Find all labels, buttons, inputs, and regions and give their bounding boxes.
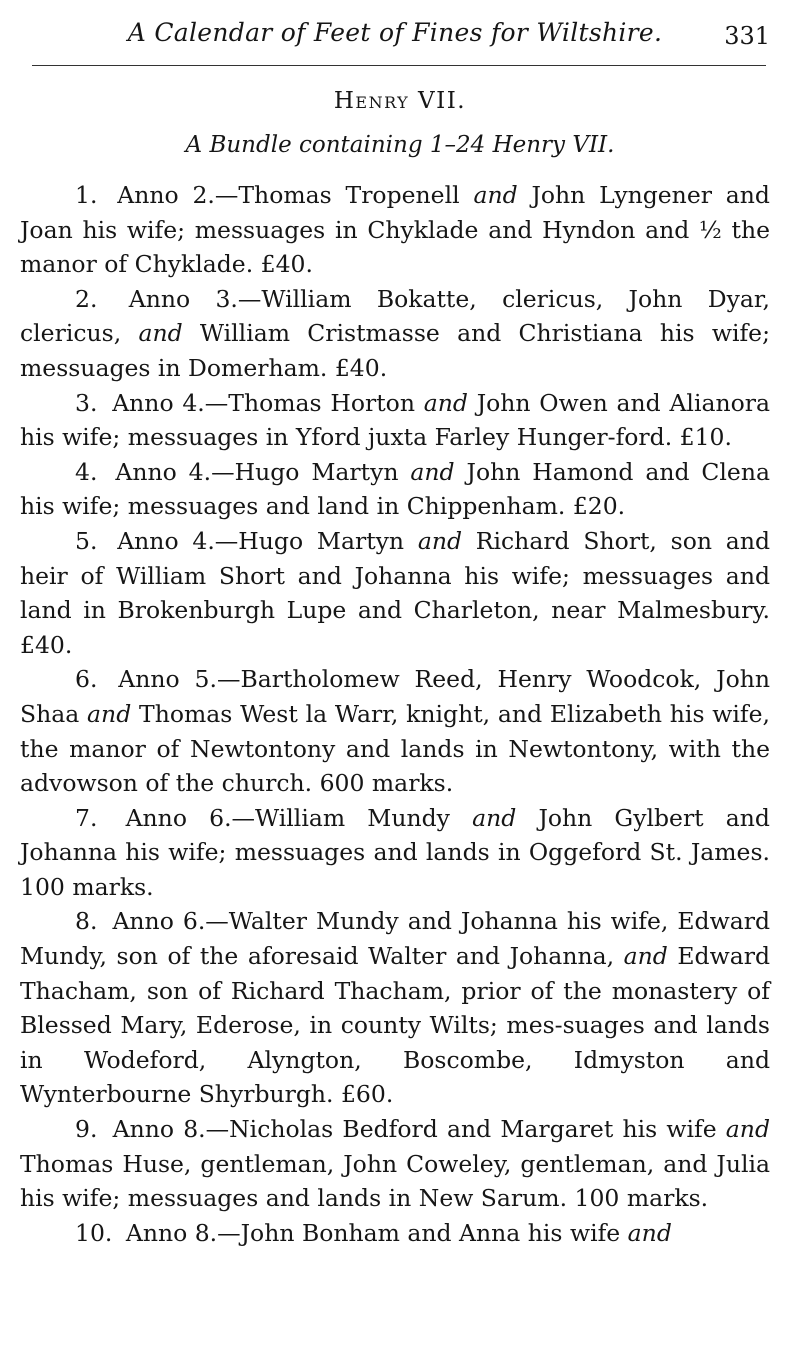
entry-number: 8. [75, 907, 98, 936]
entry-text-before: Anno 6.—Walter Mundy and Johanna his wife, Edward Mundy, son of the aforesaid Walter and Johanna, [20, 907, 770, 971]
entry-number: 1. [75, 181, 98, 209]
entry [20, 1112, 770, 1216]
entry-text-after: John Lyngener and Joan his wife; messuages in Chyklade and Hyndon and ½ the manor of Chyklade. £40. [20, 181, 770, 279]
entry-conjunction: and [417, 526, 463, 555]
entries-list [20, 178, 770, 1250]
entry-text-after: William Cristmasse and Christiana his wife; messuages in Domerham. £40. [20, 319, 770, 382]
entry-text-after: Thomas West la Warr, knight, and Elizabeth his wife, the manor of Newtontony and lands in Newtontony, with the advowson of the church. 600 marks. [20, 699, 770, 798]
entry [20, 282, 770, 386]
entry-number: 10. [75, 1218, 113, 1247]
page-number: 331 [724, 22, 770, 50]
entry-number: 6. [75, 665, 98, 694]
entry-conjunction: and [472, 803, 517, 832]
entry [20, 178, 770, 282]
header-rule [32, 65, 766, 66]
running-head [20, 18, 770, 54]
entry-conjunction: and [725, 1115, 770, 1144]
entry-text-after: John Owen and Alianora his wife; messuages in Yford juxta Farley Hunger-ford. £10. [20, 388, 770, 452]
entry-conjunction: and [627, 1218, 672, 1247]
entry-conjunction: and [623, 942, 668, 971]
entry-number: 5. [75, 526, 98, 555]
entry [20, 801, 770, 905]
entry-number: 3. [75, 388, 98, 417]
entry-text-after: John Gylbert and Johanna his wife; messuages and lands in Oggeford St. James. 100 marks. [20, 803, 770, 901]
entry-conjunction: and [473, 181, 518, 209]
entry-text-before: Anno 4.—Hugo Martyn [115, 457, 411, 486]
entry-text-after: Edward Thacham, son of Richard Thacham, prior of the monastery of Blessed Mary, Ederose, in county Wilts; mes-suages and lands in Wodeford, Alyngton, Boscombe, Idmyston and Wynterbourne Shyrburgh. £60. [20, 942, 770, 1109]
entry-text-before: Anno 4.—Thomas Horton [112, 388, 424, 417]
entry-text-before: Anno 6.—William Mundy [125, 803, 473, 832]
entry-text-before: Anno 3.—William Bokatte, clericus, John Dyar, clericus, [20, 284, 770, 348]
entry-text-after: Richard Short, son and heir of William Short and Johanna his wife; messuages and land in Brokenburgh Lupe and Charleton, near Malmesbury. £40. [20, 526, 770, 659]
entry [20, 662, 770, 800]
entry-conjunction: and [138, 319, 183, 348]
entry-text-after: Thomas Huse, gentleman, John Coweley, gentleman, and Julia his wife; messuages and lands in New Sarum. 100 marks. [20, 1149, 770, 1213]
entry-text-before: Anno 4.—Hugo Martyn [117, 526, 418, 555]
entry-text-before: Anno 8.—John Bonham and Anna his wife [125, 1218, 628, 1247]
entry-number: 9. [75, 1115, 98, 1144]
entry [20, 904, 770, 1112]
bundle-subheading: A Bundle containing 1–24 Henry VII. [185, 132, 615, 158]
entry-text-before: Anno 8.—Nicholas Bedford and Margaret his wife [112, 1115, 726, 1144]
entry-text-before: Anno 5.—Bartholomew Reed, Henry Woodcok, John Shaa [20, 665, 770, 728]
entry [20, 455, 770, 524]
reign-heading: Henry VII. [333, 88, 467, 114]
entry [20, 386, 770, 455]
entry-number: 4. [75, 457, 98, 486]
entry-text-after: John Hamond and Clena his wife; messuages and land in Chippenham. £20. [20, 457, 770, 521]
entry-number: 7. [75, 803, 98, 832]
running-title: A Calendar of Feet of Fines for Wiltshire. [127, 18, 663, 47]
entry-number: 2. [75, 284, 98, 313]
entry-conjunction: and [87, 699, 132, 728]
entry-text-before: Anno 2.—Thomas Tropenell [117, 181, 474, 209]
entry [20, 524, 770, 662]
entry-conjunction: and [410, 457, 455, 486]
entry-conjunction: and [423, 388, 468, 417]
entry [20, 1216, 770, 1251]
